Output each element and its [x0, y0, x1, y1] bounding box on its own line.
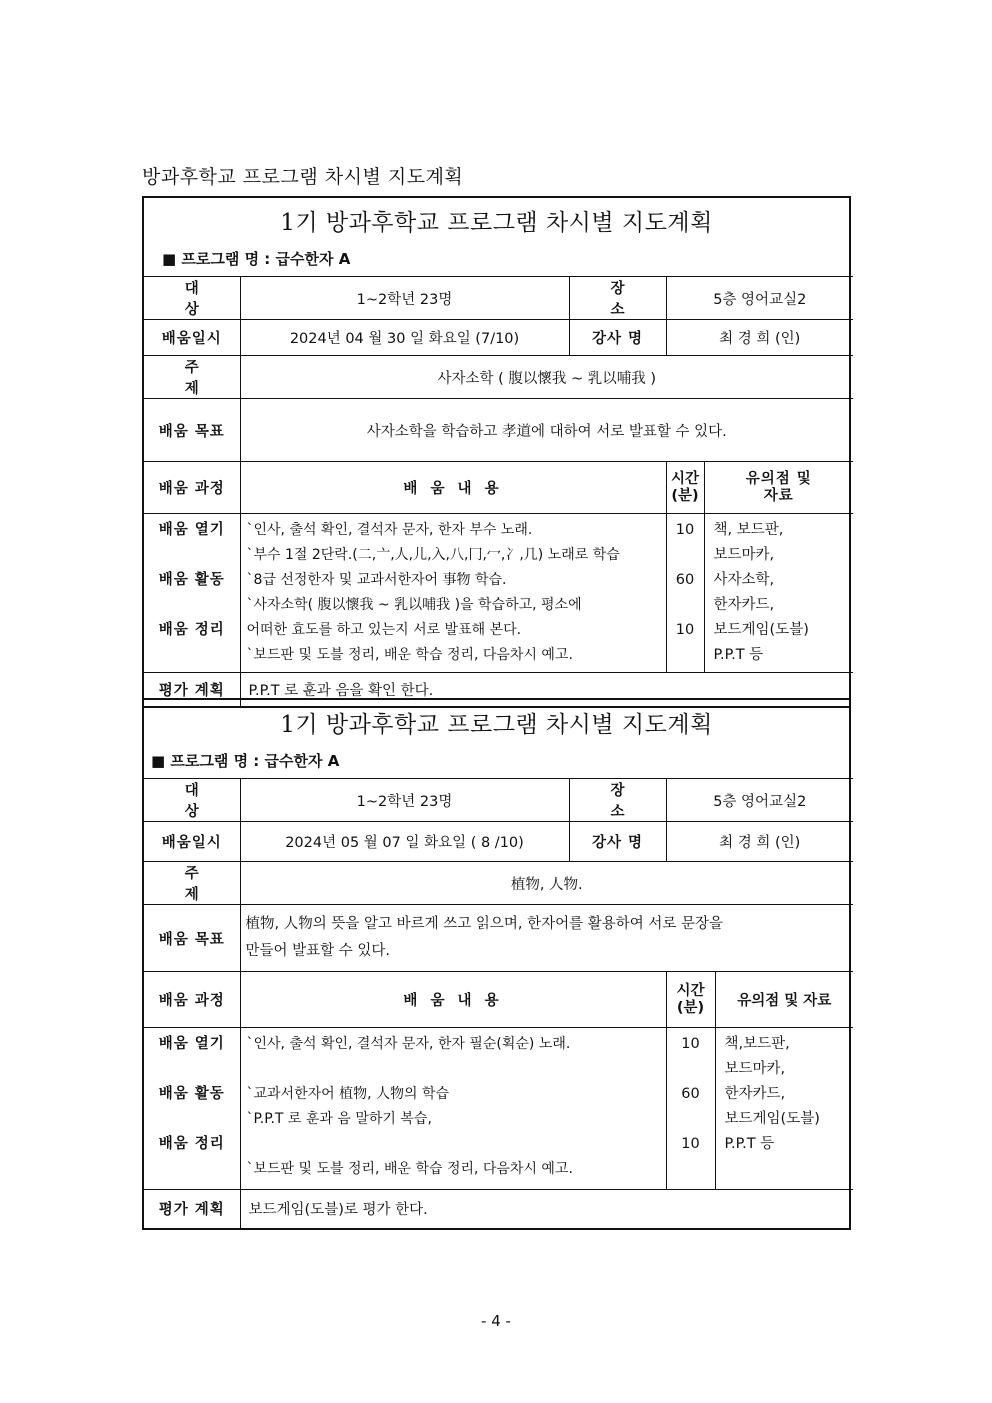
- content-line: `8급 선정한자 및 교과서한자어 事物 학습.: [246, 572, 507, 588]
- notes-line: P.P.T 등: [713, 647, 764, 663]
- content-line: `인사, 출석 확인, 결석자 문자, 한자 부수 노래.: [246, 522, 533, 538]
- stage-activity: 배움 활동: [158, 1086, 225, 1102]
- date-value: 2024년 04 월 30 일 화요일 (7/10): [240, 320, 569, 356]
- stage-open: 배움 열기: [158, 522, 225, 538]
- date-label: 배움일시: [144, 320, 240, 356]
- program-name: ■ 프로그램 명 : 급수한자 A: [162, 250, 351, 268]
- time-value: [667, 1107, 715, 1132]
- goal-label: 배움 목표: [144, 905, 240, 972]
- teacher-value: 최 경 희 (인): [666, 822, 853, 862]
- time-value: 60: [675, 572, 695, 588]
- stage-activity: 배움 활동: [158, 572, 225, 588]
- time-value: 10: [681, 1036, 700, 1052]
- time-label: 시간 (분): [666, 462, 704, 514]
- target-label: 대 상: [144, 277, 240, 320]
- stage-open: 배움 열기: [158, 1036, 225, 1052]
- goal-line: 만들어 발표할 수 있다.: [245, 943, 390, 959]
- notes-line: 한자카드,: [713, 597, 775, 613]
- date-label: 배움일시: [144, 822, 240, 862]
- program-name: ■ 프로그램 명 : 급수한자 A: [151, 752, 340, 770]
- notes-line: 책,보드판,: [724, 1036, 790, 1052]
- notes-line: 보드게임(도블): [713, 622, 809, 638]
- notes-line: 사자소학,: [713, 572, 775, 588]
- place-label: 장 소: [569, 277, 666, 320]
- lesson-plan-1: [142, 196, 851, 708]
- stage-column: [144, 514, 240, 673]
- page-number: - 4 -: [481, 1312, 511, 1330]
- content-label: 배 움 내 용: [240, 462, 666, 514]
- content-line: 어떠한 효도를 하고 있는지 서로 발표해 본다.: [246, 622, 522, 638]
- plan-title: 1기 방과후학교 프로그램 차시별 지도계획: [280, 712, 713, 738]
- content-line: `사자소학( 腹以懷我 ~ 乳以哺我 )을 학습하고, 평소에: [246, 597, 582, 613]
- eval-label: 평가 계획: [144, 1190, 240, 1228]
- content-column: [240, 1028, 666, 1190]
- date-value: 2024년 05 월 07 일 화요일 ( 8 /10): [240, 822, 569, 862]
- notes-line: 보드마카,: [713, 547, 775, 563]
- time-value: [667, 1157, 715, 1182]
- goal-label: 배움 목표: [144, 399, 240, 462]
- content-line: `P.P.T 로 훈과 음 말하기 복습,: [246, 1111, 432, 1127]
- stage-close: 배움 정리: [158, 1136, 225, 1152]
- eval-value: 보드게임(도블)로 평가 한다.: [240, 1190, 853, 1228]
- content-line: `교과서한자어 植物, 人物의 학습: [246, 1086, 450, 1102]
- content-line: [247, 1132, 660, 1157]
- notes-label: 유의점 및 자료: [704, 462, 853, 514]
- time-value: 60: [681, 1086, 700, 1102]
- content-line: `부수 1절 2단락.(二,亠,人,儿,入,八,冂,冖,冫,几) 노래로 학습: [246, 547, 620, 563]
- topic-label: 주 제: [144, 356, 240, 399]
- page-heading: 방과후학교 프로그램 차시별 지도계획: [142, 166, 464, 188]
- teacher-label: 강사 명: [569, 320, 666, 356]
- place-value: 5층 영어교실2: [666, 277, 853, 320]
- content-column: [240, 514, 666, 673]
- time-value: [667, 543, 704, 568]
- process-label: 배움 과정: [144, 972, 240, 1028]
- eval-value: P.P.T 로 훈과 음을 확인 한다.: [240, 673, 853, 706]
- notes-column: [704, 514, 853, 673]
- goal-value: [240, 905, 853, 972]
- goal-value: 사자소학을 학습하고 孝道에 대하여 서로 발표할 수 있다.: [240, 399, 853, 462]
- topic-value: 사자소학 ( 腹以懷我 ~ 乳以哺我 ): [240, 356, 853, 399]
- time-column: [666, 514, 704, 673]
- notes-label: 유의점 및 자료: [715, 972, 853, 1028]
- goal-line: 植物, 人物의 뜻을 알고 바르게 쓰고 읽으며, 한자어를 활용하여 서로 문장을: [245, 916, 723, 932]
- content-line: `보드판 및 도블 정리, 배운 학습 정리, 다음차시 예고.: [246, 1161, 573, 1177]
- plan-title: 1기 방과후학교 프로그램 차시별 지도계획: [280, 210, 713, 236]
- time-value: [667, 593, 704, 618]
- target-value: 1~2학년 23명: [240, 779, 569, 822]
- notes-line: 보드마카,: [724, 1061, 786, 1077]
- time-column: [666, 1028, 715, 1190]
- teacher-value: 최 경 희 (인): [666, 320, 853, 356]
- notes-line: P.P.T 등: [724, 1136, 775, 1152]
- content-line: `보드판 및 도블 정리, 배운 학습 정리, 다음차시 예고.: [246, 647, 573, 663]
- target-label: 대 상: [144, 779, 240, 822]
- eval-label: 평가 계획: [144, 673, 240, 706]
- time-value: [667, 1057, 715, 1082]
- place-label: 장 소: [569, 779, 666, 822]
- time-value: 10: [681, 1136, 700, 1152]
- stage-column: [144, 1028, 240, 1190]
- time-label: 시간 (분): [666, 972, 715, 1028]
- time-value: 10: [675, 622, 695, 638]
- stage-close: 배움 정리: [158, 622, 225, 638]
- notes-line: 보드게임(도블): [724, 1111, 820, 1127]
- plan-table: [144, 778, 853, 1228]
- process-label: 배움 과정: [144, 462, 240, 514]
- content-label: 배 움 내 용: [240, 972, 666, 1028]
- topic-label: 주 제: [144, 862, 240, 905]
- notes-line: [725, 1157, 848, 1182]
- notes-column: [715, 1028, 853, 1190]
- target-value: 1~2학년 23명: [240, 277, 569, 320]
- content-line: [247, 1057, 660, 1082]
- place-value: 5층 영어교실2: [666, 779, 853, 822]
- content-line: `인사, 출석 확인, 결석자 문자, 한자 필순(획순) 노래.: [246, 1036, 571, 1052]
- topic-value: 植物, 人物.: [240, 862, 853, 905]
- lesson-plan-2: [142, 698, 851, 1230]
- plan-table: [144, 276, 853, 706]
- time-value: 10: [675, 522, 695, 538]
- notes-line: 한자카드,: [724, 1086, 786, 1102]
- notes-line: 책, 보드판,: [713, 522, 784, 538]
- time-value: [667, 643, 704, 668]
- teacher-label: 강사 명: [569, 822, 666, 862]
